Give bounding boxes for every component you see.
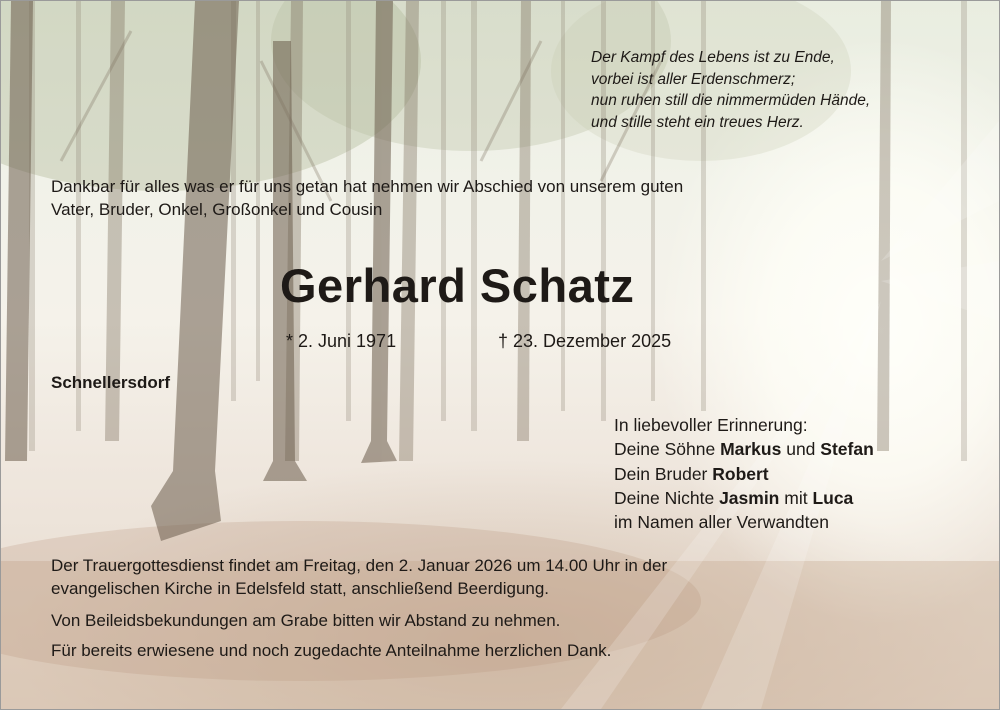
- mourners-niece: [614, 486, 874, 510]
- sons-conjunction: und: [781, 439, 821, 460]
- niece-prefix: Deine Nichte: [614, 487, 720, 508]
- death-date: † 23. Dezember 2025: [498, 331, 672, 351]
- son-name: Stefan: [820, 439, 874, 460]
- poem-line: und stille steht ein treues Herz.: [591, 113, 804, 131]
- farewell-intro: [51, 175, 683, 221]
- condolences-note: Von Beileidsbekundungen am Grabe bitten wir Abstand zu nehmen.: [51, 611, 561, 630]
- poem-line: Der Kampf des Lebens ist zu Ende,: [591, 49, 835, 66]
- son-name: Markus: [720, 439, 782, 460]
- brother-prefix: Dein Bruder: [614, 463, 713, 484]
- intro-line: Dankbar für alles was er für uns getan hat nehmen wir Abschied von unserem guten: [51, 177, 684, 196]
- mourners-closing: im Namen aller Verwandten: [614, 512, 829, 533]
- poem-line: vorbei ist aller Erdenschmerz;: [591, 70, 796, 88]
- birth-date: * 2. Juni 1971: [286, 331, 397, 351]
- deceased-name: Gerhard Schatz: [280, 259, 635, 312]
- niece-conjunction: mit: [779, 487, 813, 508]
- mourners-brother: [614, 462, 874, 486]
- mourners-list: [614, 413, 874, 534]
- hometown: Schnellersdorf: [51, 373, 171, 392]
- funeral-service-info: [51, 554, 667, 600]
- mourners-heading: In liebevoller Erinnerung:: [614, 415, 808, 435]
- intro-line: Vater, Bruder, Onkel, Großonkel und Cousin: [51, 200, 383, 219]
- brother-name: Robert: [712, 463, 769, 484]
- poem-verse: [591, 47, 870, 133]
- mourners-sons: [614, 437, 874, 461]
- thanks-note: Für bereits erwiesene und noch zugedachte Anteilnahme herzlichen Dank.: [51, 641, 612, 660]
- service-line: evangelischen Kirche in Edelsfeld statt, anschließend Beerdigung.: [51, 579, 550, 598]
- niece-name: Jasmin: [719, 487, 780, 508]
- niece-partner-name: Luca: [812, 487, 854, 508]
- service-line: Der Trauergottesdienst findet am Freitag, den 2. Januar 2026 um 14.00 Uhr in der: [51, 556, 668, 575]
- sons-prefix: Deine Söhne: [614, 439, 721, 460]
- poem-line: nun ruhen still die nimmermüden Hände,: [591, 92, 871, 109]
